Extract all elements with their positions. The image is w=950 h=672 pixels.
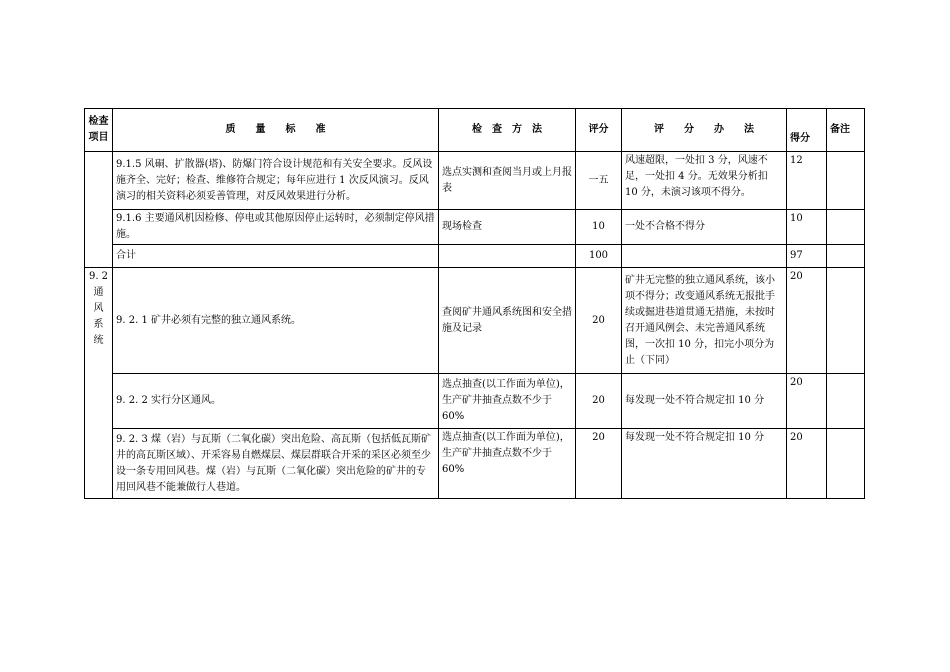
header-note: 备注: [827, 109, 865, 152]
note-cell: [827, 210, 865, 245]
standard-cell: 9. 2. 2 实行分区通风。: [113, 374, 439, 429]
got-cell: 10: [787, 210, 827, 245]
table-row: [85, 429, 865, 499]
got-cell: 12: [787, 152, 827, 210]
total-label: 合计: [113, 245, 439, 268]
header-rule: 评 分 办 法: [622, 109, 787, 152]
total-score: 100: [576, 245, 622, 268]
score-cell: 20: [576, 268, 622, 374]
table-row: [85, 152, 865, 210]
standard-cell: 9. 2. 1 矿井必须有完整的独立通风系统。: [113, 268, 439, 374]
header-row: [85, 109, 865, 152]
note-cell: [827, 429, 865, 499]
category-cell-empty: [85, 152, 113, 268]
rule-cell: 一处不合格不得分: [622, 210, 787, 245]
rule-cell: 每发现一处不符合规定扣 10 分: [622, 429, 787, 499]
rule-cell: 风速超限，一处扣 3 分，风速不足，一处扣 4 分。无效果分析扣 10 分，未演习该项不得分。: [622, 152, 787, 210]
note-cell: [827, 374, 865, 429]
rule-cell: 每发现一处不符合规定扣 10 分: [622, 374, 787, 429]
table-row: [85, 210, 865, 245]
category-number: 9. 2: [88, 271, 109, 282]
got-cell: 20: [787, 268, 827, 374]
category-char: 通: [93, 287, 104, 298]
rule-cell: [622, 245, 787, 268]
category-cell: [85, 268, 113, 499]
total-got: 97: [787, 245, 827, 268]
got-cell: 20: [787, 429, 827, 499]
header-standard: 质 量 标 准: [113, 109, 439, 152]
score-cell: 20: [576, 429, 622, 499]
standard-cell: 9.1.5 风硐、扩散器(塔)、防爆门符合设计规范和有关安全要求。反风设施齐全、完好；检查、维修符合规定；每年应进行 1 次反风演习。反风演习的相关资料必须妥善管理，对反风效果进行分析。: [113, 152, 439, 210]
note-cell: [827, 245, 865, 268]
note-cell: [827, 152, 865, 210]
header-score: 评分: [576, 109, 622, 152]
method-cell: 查阅矿井通风系统图和安全措施及记录: [439, 268, 576, 374]
score-cell: 一五: [576, 152, 622, 210]
rule-cell: 矿井无完整的独立通风系统，该小项不得分；改变通风系统无报批手续或掘进巷道贯通无措施，未按时召开通风例会、未完善通风系统图，一次扣 10 分，扣完小项分为止（下同）: [622, 268, 787, 374]
note-cell: [827, 268, 865, 374]
header-item: 检查项目: [85, 109, 113, 152]
method-cell: [439, 245, 576, 268]
table-row: [85, 268, 865, 374]
score-cell: 20: [576, 374, 622, 429]
method-cell: 选点实测和查阅当月或上月报表: [439, 152, 576, 210]
got-cell: 20: [787, 374, 827, 429]
score-cell: 10: [576, 210, 622, 245]
method-cell: 现场检查: [439, 210, 576, 245]
standard-cell: 9. 2. 3 煤（岩）与瓦斯（二氧化碳）突出危险、高瓦斯（包括低瓦斯矿井的高瓦斯区域）、开采容易自燃煤层、煤层群联合开采的采区必须至少设一条专用回风巷。煤（岩）与瓦斯（二氧化碳）突出危险的矿井的专用回风巷不能兼做行人巷道。: [113, 429, 439, 499]
category-char: 统: [93, 335, 104, 346]
category-char: 风: [93, 303, 104, 314]
table-row: [85, 374, 865, 429]
total-row: [85, 245, 865, 268]
standard-cell: 9.1.6 主要通风机因检修、停电或其他原因停止运转时，必须制定停风措施。: [113, 210, 439, 245]
inspection-table: [84, 108, 865, 499]
method-cell: 选点抽查(以工作面为单位)，生产矿井抽查点数不少于 60%: [439, 429, 576, 499]
method-cell: 选点抽查(以工作面为单位)，生产矿井抽查点数不少于 60%: [439, 374, 576, 429]
header-method: 检 查 方 法: [439, 109, 576, 152]
category-char: 系: [93, 319, 104, 330]
header-got: 得分: [787, 109, 827, 152]
